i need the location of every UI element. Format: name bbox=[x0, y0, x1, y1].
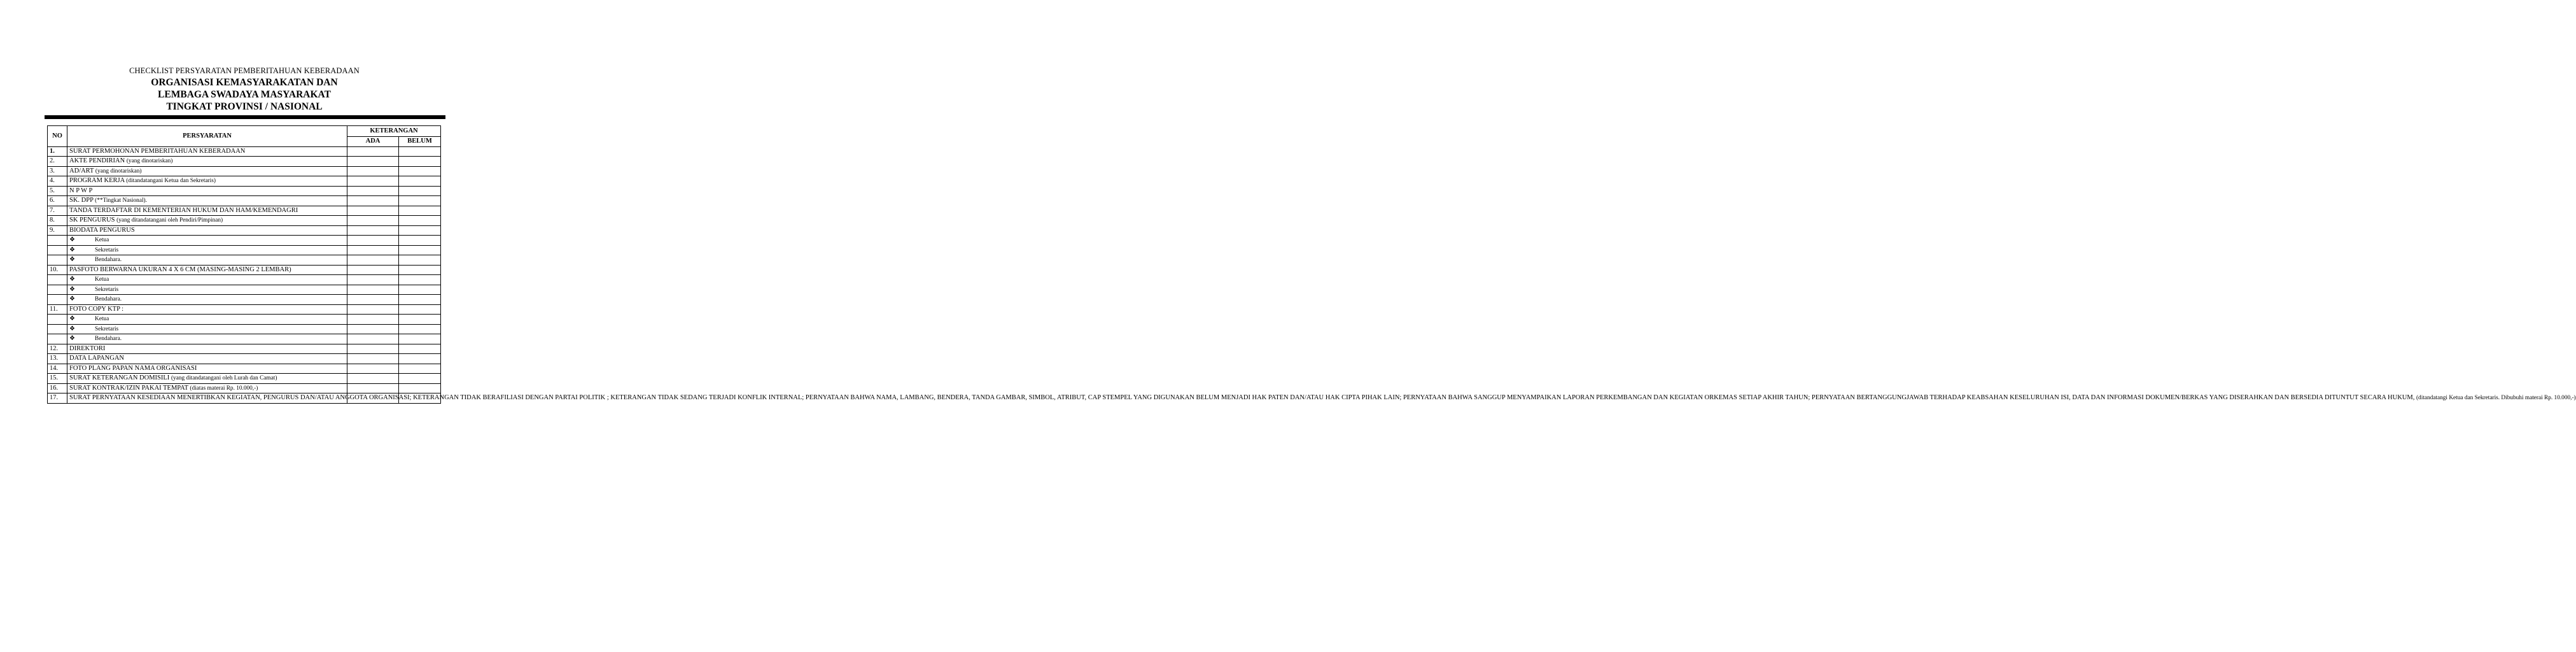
check-belum-cell[interactable] bbox=[399, 225, 441, 236]
table-row bbox=[48, 206, 441, 216]
check-belum-cell[interactable] bbox=[399, 146, 441, 157]
checklist-table bbox=[47, 125, 2576, 404]
requirement-label: FOTO COPY KTP : bbox=[69, 305, 124, 313]
sub-item bbox=[67, 295, 347, 305]
check-ada-cell[interactable] bbox=[347, 275, 399, 285]
check-ada-cell[interactable] bbox=[347, 176, 399, 187]
requirement-label: FOTO PLANG PAPAN NAMA ORGANISASI bbox=[69, 364, 197, 372]
check-belum-cell[interactable] bbox=[399, 344, 441, 354]
row-number: 9. bbox=[48, 225, 67, 236]
table-row bbox=[48, 216, 441, 226]
check-ada-cell[interactable] bbox=[347, 324, 399, 334]
check-belum-cell[interactable] bbox=[399, 186, 441, 196]
requirement-text bbox=[67, 354, 347, 364]
table-row bbox=[48, 146, 441, 157]
check-belum-cell[interactable] bbox=[399, 196, 441, 206]
diamond-bullet-icon: ❖ bbox=[69, 256, 75, 263]
check-ada-cell[interactable] bbox=[347, 166, 399, 176]
requirement-label: DATA LAPANGAN bbox=[69, 355, 124, 362]
diamond-bullet-icon: ❖ bbox=[69, 276, 75, 283]
diamond-bullet-icon: ❖ bbox=[69, 315, 75, 322]
requirement-text bbox=[67, 364, 347, 374]
diamond-bullet-icon: ❖ bbox=[69, 246, 75, 253]
check-belum-cell[interactable] bbox=[399, 275, 441, 285]
requirement-label: DIREKTORI bbox=[69, 344, 106, 352]
check-ada-cell[interactable] bbox=[347, 206, 399, 216]
table-row bbox=[48, 275, 441, 285]
table-row bbox=[48, 315, 441, 325]
document-subtitle: CHECKLIST PERSYARATAN PEMBERITAHUAN KEBERADAAN bbox=[129, 66, 360, 75]
check-ada-cell[interactable] bbox=[347, 364, 399, 374]
requirement-text bbox=[67, 186, 347, 196]
table-row bbox=[48, 295, 441, 305]
title-divider bbox=[45, 115, 445, 119]
check-ada-cell[interactable] bbox=[347, 304, 399, 315]
check-ada-cell[interactable] bbox=[347, 236, 399, 246]
table-row bbox=[48, 304, 441, 315]
check-ada-cell[interactable] bbox=[347, 383, 399, 393]
requirement-label: SK PENGURUS bbox=[69, 216, 115, 223]
row-number: 13. bbox=[48, 354, 67, 364]
check-belum-cell[interactable] bbox=[399, 255, 441, 266]
check-belum-cell[interactable] bbox=[399, 216, 441, 226]
row-number-empty bbox=[48, 255, 67, 266]
requirement-label: AKTE PENDIRIAN bbox=[69, 157, 125, 164]
requirement-text bbox=[67, 374, 347, 384]
table-row bbox=[48, 383, 441, 393]
check-belum-cell[interactable] bbox=[399, 383, 441, 393]
check-belum-cell[interactable] bbox=[399, 324, 441, 334]
requirement-label: SK. DPP bbox=[69, 197, 94, 204]
requirement-note: (yang dinotariskan) bbox=[95, 167, 142, 174]
sub-item-label: Ketua bbox=[95, 276, 109, 283]
check-belum-cell[interactable] bbox=[399, 157, 441, 167]
requirement-label: PROGRAM KERJA bbox=[69, 177, 125, 184]
row-number: 5. bbox=[48, 186, 67, 196]
check-belum-cell[interactable] bbox=[399, 236, 441, 246]
requirement-label: PASFOTO BERWARNA UKURAN 4 X 6 CM (MASING-MASING 2 LEMBAR) bbox=[69, 266, 291, 273]
check-belum-cell[interactable] bbox=[399, 245, 441, 255]
row-number: 6. bbox=[48, 196, 67, 206]
row-number-empty bbox=[48, 275, 67, 285]
row-number: 2. bbox=[48, 157, 67, 167]
table-row bbox=[48, 334, 441, 344]
row-number: 17. bbox=[48, 393, 67, 404]
check-belum-cell[interactable] bbox=[399, 265, 441, 275]
table-row bbox=[48, 186, 441, 196]
requirement-text bbox=[67, 344, 347, 354]
diamond-bullet-icon: ❖ bbox=[69, 295, 75, 302]
sub-item bbox=[67, 255, 347, 266]
check-belum-cell[interactable] bbox=[399, 166, 441, 176]
table-row bbox=[48, 265, 441, 275]
check-ada-cell[interactable] bbox=[347, 334, 399, 344]
row-number-empty bbox=[48, 236, 67, 246]
table-row bbox=[48, 225, 441, 236]
table-row bbox=[48, 166, 441, 176]
table-row bbox=[48, 393, 441, 404]
requirement-label: SURAT PERMOHONAN PEMBERITAHUAN KEBERADAAN bbox=[69, 147, 246, 155]
row-number: 11. bbox=[48, 304, 67, 315]
row-number: 12. bbox=[48, 344, 67, 354]
document-title-line-2: LEMBAGA SWADAYA MASYARAKAT bbox=[158, 89, 331, 100]
check-ada-cell[interactable] bbox=[347, 196, 399, 206]
check-ada-cell[interactable] bbox=[347, 245, 399, 255]
sub-item bbox=[67, 324, 347, 334]
table-header-row bbox=[48, 126, 441, 137]
diamond-bullet-icon: ❖ bbox=[69, 236, 75, 243]
requirement-text bbox=[67, 166, 347, 176]
sub-item bbox=[67, 245, 347, 255]
header-keterangan: KETERANGAN bbox=[347, 126, 441, 137]
row-number-empty bbox=[48, 285, 67, 295]
sub-item bbox=[67, 315, 347, 325]
requirement-note: (yang ditandatangani oleh Lurah dan Camat) bbox=[171, 375, 277, 381]
requirement-label: SURAT PERNYATAAN KESEDIAAN MENERTIBKAN KEGIATAN, PENGURUS DAN/ATAU ANGGOTA ORGANISASI; KETERANGAN TIDAK BERAFILIASI DENGAN PARTAI POLITIK ; KETERANGAN TIDAK SEDANG TERJADI KONFLIK INTERNAL; PERNYATAAN BAHWA NAMA, LAMBANG, BENDERA, TANDA GAMBAR, SIMBOL, ATRIBUT, CAP STEMPEL YANG DIGUNAKAN BELUM MENJADI HAK PATEN DAN/ATAU HAK CIPTA PIHAK LAIN; PERNYATAAN BAHWA SANGGUP MENYAMPAIKAN LAPORAN PERKEMBANGAN DAN KEGIATAN ORKEMAS SETIAP AKHIR TAHUN; PERNYATAAN BERTANGGUNGJAWAB TERHADAP KEABSAHAN KESELURUHAN ISI, DATA DAN INFORMASI DOKUMEN/BERKAS YANG DISERAHKAN DAN BERSEDIA DITUNTUT SECARA HUKUM, bbox=[69, 394, 2415, 401]
sub-item-label: Sekretaris bbox=[95, 246, 119, 253]
row-number: 10. bbox=[48, 265, 67, 275]
header-persyaratan: PERSYARATAN bbox=[67, 126, 347, 147]
requirement-label: N P W P bbox=[69, 187, 93, 194]
sub-item bbox=[67, 334, 347, 344]
requirement-text bbox=[67, 206, 347, 216]
requirement-text bbox=[67, 196, 347, 206]
check-ada-cell[interactable] bbox=[347, 157, 399, 167]
row-number-empty bbox=[48, 334, 67, 344]
row-number: 8. bbox=[48, 216, 67, 226]
check-belum-cell[interactable] bbox=[399, 334, 441, 344]
check-ada-cell[interactable] bbox=[347, 255, 399, 266]
requirement-note: (**Tingkat Nasional). bbox=[95, 197, 147, 204]
sub-item bbox=[67, 285, 347, 295]
row-number: 14. bbox=[48, 364, 67, 374]
table-row bbox=[48, 354, 441, 364]
check-ada-cell[interactable] bbox=[347, 344, 399, 354]
sub-item-label: Ketua bbox=[95, 237, 109, 243]
requirement-note: (diatas materai Rp. 10.000,-) bbox=[190, 385, 258, 392]
check-belum-cell[interactable] bbox=[399, 295, 441, 305]
sub-item-label: Ketua bbox=[95, 316, 109, 322]
row-number: 16. bbox=[48, 383, 67, 393]
requirement-note: (yang dinotariskan) bbox=[126, 158, 173, 164]
requirement-text bbox=[67, 216, 347, 226]
table-row bbox=[48, 255, 441, 266]
requirement-label: SURAT KONTRAK/IZIN PAKAI TEMPAT bbox=[69, 384, 188, 392]
check-ada-cell[interactable] bbox=[347, 186, 399, 196]
check-ada-cell[interactable] bbox=[347, 374, 399, 384]
sub-item bbox=[67, 236, 347, 246]
table-row bbox=[48, 236, 441, 246]
check-belum-cell[interactable] bbox=[399, 354, 441, 364]
requirement-text bbox=[67, 265, 347, 275]
document-title-line-1: ORGANISASI KEMASYARAKATAN DAN bbox=[151, 77, 338, 88]
check-ada-cell[interactable] bbox=[347, 265, 399, 275]
row-number-empty bbox=[48, 324, 67, 334]
row-number: 7. bbox=[48, 206, 67, 216]
sub-item-label: Sekretaris bbox=[95, 286, 119, 293]
document-title-line-3: TINGKAT PROVINSI / NASIONAL bbox=[166, 101, 323, 112]
table-row bbox=[48, 245, 441, 255]
check-belum-cell[interactable] bbox=[399, 364, 441, 374]
requirement-note: (ditandatangi Ketua dan Sekretaris. Dibubuhi materai Rp. 10.000,-) bbox=[2416, 395, 2576, 401]
requirement-label: BIODATA PENGURUS bbox=[69, 226, 135, 234]
header-belum: BELUM bbox=[399, 137, 441, 147]
table-row bbox=[48, 324, 441, 334]
requirement-text bbox=[67, 304, 347, 315]
check-belum-cell[interactable] bbox=[399, 206, 441, 216]
table-row bbox=[48, 364, 441, 374]
table-row bbox=[48, 285, 441, 295]
table-row bbox=[48, 344, 441, 354]
header-no: NO bbox=[48, 126, 67, 147]
check-ada-cell[interactable] bbox=[347, 216, 399, 226]
diamond-bullet-icon: ❖ bbox=[69, 325, 75, 332]
sub-item-label: Sekretaris bbox=[95, 325, 119, 332]
requirement-note: (yang ditandatangani oleh Pendiri/Pimpinan) bbox=[116, 217, 223, 223]
check-ada-cell[interactable] bbox=[347, 146, 399, 157]
check-belum-cell[interactable] bbox=[399, 315, 441, 325]
row-number-empty bbox=[48, 315, 67, 325]
check-belum-cell[interactable] bbox=[399, 374, 441, 384]
requirement-text bbox=[67, 176, 347, 187]
requirement-text bbox=[67, 383, 347, 393]
check-ada-cell[interactable] bbox=[347, 295, 399, 305]
requirement-text bbox=[67, 146, 347, 157]
requirement-label: TANDA TERDAFTAR DI KEMENTERIAN HUKUM DAN HAM/KEMENDAGRI bbox=[69, 206, 298, 214]
header-ada: ADA bbox=[347, 137, 399, 147]
check-belum-cell[interactable] bbox=[399, 176, 441, 187]
row-number: 15. bbox=[48, 374, 67, 384]
sub-item-label: Bendahara. bbox=[95, 296, 122, 302]
sub-item-label: Bendahara. bbox=[95, 336, 122, 342]
check-belum-cell[interactable] bbox=[399, 304, 441, 315]
row-number: 3. bbox=[48, 166, 67, 176]
requirement-label: AD/ART bbox=[69, 167, 94, 174]
requirement-note: (ditandatangani Ketua dan Sekretaris) bbox=[126, 178, 216, 184]
table-row bbox=[48, 196, 441, 206]
diamond-bullet-icon: ❖ bbox=[69, 335, 75, 342]
requirement-text bbox=[67, 225, 347, 236]
check-ada-cell[interactable] bbox=[347, 225, 399, 236]
requirement-label: SURAT KETERANGAN DOMISILI bbox=[69, 374, 170, 381]
row-number: 4. bbox=[48, 176, 67, 187]
check-ada-cell[interactable] bbox=[347, 354, 399, 364]
table-row bbox=[48, 176, 441, 187]
sub-item bbox=[67, 275, 347, 285]
sub-item-label: Bendahara. bbox=[95, 257, 122, 263]
row-number-empty bbox=[48, 295, 67, 305]
requirement-text bbox=[67, 393, 2576, 404]
row-number-empty bbox=[48, 245, 67, 255]
check-ada-cell[interactable] bbox=[347, 315, 399, 325]
requirement-text bbox=[67, 157, 347, 167]
diamond-bullet-icon: ❖ bbox=[69, 285, 75, 293]
table-row bbox=[48, 157, 441, 167]
check-belum-cell[interactable] bbox=[399, 285, 441, 295]
check-ada-cell[interactable] bbox=[347, 285, 399, 295]
table-row bbox=[48, 374, 441, 384]
row-number: 1. bbox=[48, 146, 67, 157]
